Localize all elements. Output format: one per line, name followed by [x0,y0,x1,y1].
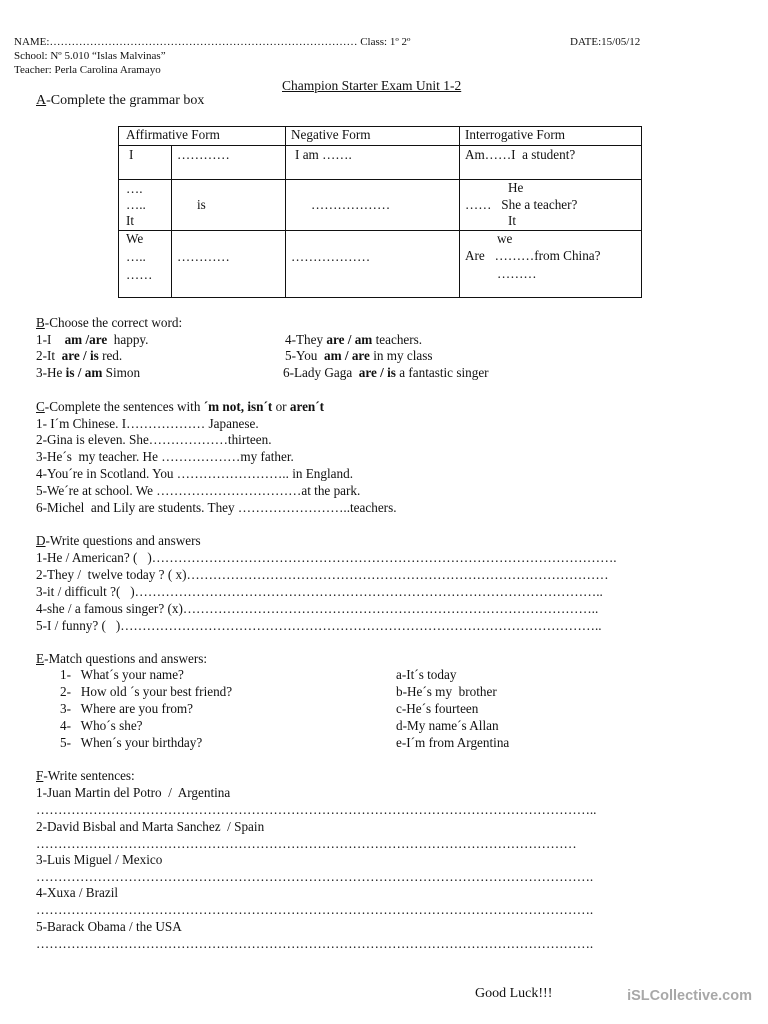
section-b-heading: B-Choose the correct word: [36,315,183,330]
answer-line: ………………………………………………………………………………………………………………. [36,936,594,951]
cell-subject: …… [126,267,153,282]
choose-item: 1-I am /are happy. [36,332,149,347]
answer-line: ………………………………………………………………………………………………………………. [36,869,594,884]
school-label: School: Nº 5.010 “Islas Malvinas” [14,50,166,62]
match-question: 5- When´s your birthday? [60,735,203,750]
cell-subject: It [126,213,135,228]
write-prompt: 2-David Bisbal and Marta Sanchez / Spain [36,819,265,834]
complete-item: 2-Gina is eleven. She………………thirteen. [36,432,272,447]
cell-interrogative: Are ………from China? [465,248,601,263]
question-item: 2-They / twelve today ? ( x)…………………………………………………………………………………… [36,567,609,582]
cell-affirmative: ………… [177,249,230,264]
col-header-negative: Negative Form [291,127,371,142]
cell-negative: I am ……. [295,147,352,162]
grammar-box-table [118,126,642,298]
match-answer: e-I´m from Argentina [396,735,510,750]
cell-interrogative: It [508,213,517,228]
match-question: 4- Who´s she? [60,718,143,733]
answer-line: …………………………………………………………………………………………………………… [36,836,577,851]
cell-subject: …. [126,181,143,196]
cell-interrogative: ……… [497,266,537,281]
section-e-heading: E-Match questions and answers: [36,651,208,666]
cell-affirmative: ………… [177,147,230,162]
complete-item: 6-Michel and Lily are students. They ……………………..teachers. [36,500,397,515]
watermark-logo: iSLCollective.com [627,988,752,1004]
cell-negative: ……………… [291,249,371,264]
good-luck-text: Good Luck!!! [475,986,553,1001]
cell-subject: ….. [126,197,146,212]
cell-interrogative: we [497,231,513,246]
question-item: 1-He / American? ( )……………………………………………………………………………………………. [36,550,617,565]
exam-title: Champion Starter Exam Unit 1-2 [282,78,462,93]
complete-item: 5-We´re at school. We ……………………………at the park. [36,483,361,498]
col-header-affirmative: Affirmative Form [126,127,220,142]
cell-interrogative: Am……I a student? [465,147,576,162]
question-item: 5-I / funny? ( )……………………………………………………………………………………………….. [36,618,602,633]
answer-line: ……………………………………………………………………………………………………………….. [36,802,597,817]
choose-item: 5-You am / are in my class [285,348,433,363]
col-header-interrogative: Interrogative Form [465,127,565,142]
cell-interrogative: …… She a teacher? [465,197,578,212]
match-answer: c-He´s fourteen [396,701,479,716]
cell-negative: ……………… [311,197,391,212]
teacher-label: Teacher: Perla Carolina Aramayo [14,64,161,76]
match-question: 3- Where are you from? [60,701,194,716]
complete-item: 4-You´re in Scotland. You …………………….. in England. [36,466,353,481]
question-item: 3-it / difficult ?( )…………………………………………………………………………………………….. [36,584,603,599]
write-prompt: 1-Juan Martin del Potro / Argentina [36,785,231,800]
section-f-heading: F-Write sentences: [36,768,135,783]
choose-item: 4-They are / am teachers. [285,332,423,347]
cell-subject: I [129,147,134,162]
cell-subject: We [126,231,144,246]
match-answer: d-My name´s Allan [396,718,499,733]
answer-line: ………………………………………………………………………………………………………………. [36,902,594,917]
complete-item: 3-He´s my teacher. He ………………my father. [36,449,294,464]
date-label: DATE:15/05/12 [570,36,641,48]
write-prompt: 3-Luis Miguel / Mexico [36,852,163,867]
cell-affirmative: is [197,197,206,212]
section-c-heading: C-Complete the sentences with ´m not, isn´t or aren´t [36,399,325,414]
match-question: 2- How old ´s your best friend? [60,684,233,699]
write-prompt: 5-Barack Obama / the USA [36,919,182,934]
section-d-heading: D-Write questions and answers [36,533,201,548]
match-question: 1- What´s your name? [60,667,184,682]
cell-interrogative: He [508,180,524,195]
match-answer: a-It´s today [396,667,457,682]
write-prompt: 4-Xuxa / Brazil [36,885,119,900]
choose-item: 6-Lady Gaga are / is a fantastic singer [283,365,489,380]
complete-item: 1- I´m Chinese. I……………… Japanese. [36,416,259,431]
choose-item: 2-It are / is red. [36,348,123,363]
match-answer: b-He´s my brother [396,684,497,699]
cell-subject: ….. [126,249,146,264]
section-a-heading: A-Complete the grammar box [36,93,205,108]
choose-item: 3-He is / am Simon [36,365,141,380]
name-class-line: NAME:………………………………………………………………………… Class: 1º 2º [14,36,411,48]
question-item: 4-she / a famous singer? (x)………………………………………………………………………………….. [36,601,599,616]
